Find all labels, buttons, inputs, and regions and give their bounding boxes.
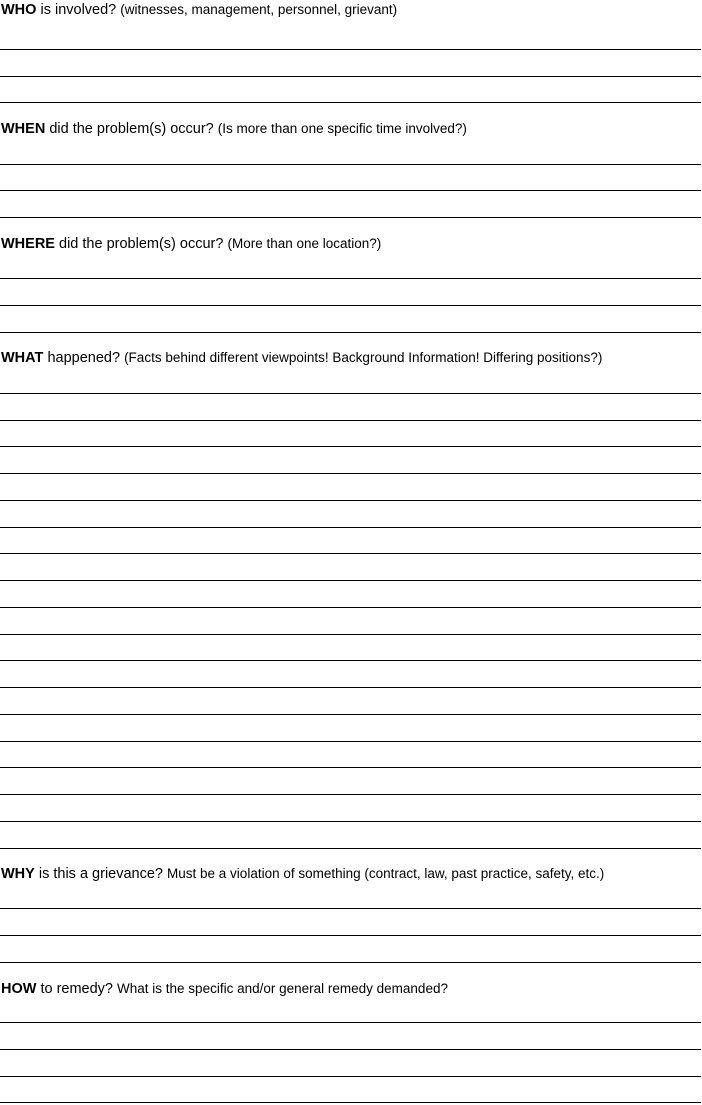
answer-line[interactable] [0, 1022, 701, 1023]
question-text: to remedy? [36, 981, 118, 997]
question-hint: Must be a violation of something (contract, law, past practice, safety, etc.) [167, 866, 605, 881]
answer-line[interactable] [0, 190, 701, 191]
answer-line[interactable] [0, 660, 701, 661]
answer-line[interactable] [0, 393, 701, 394]
answer-line[interactable] [0, 962, 701, 963]
question-keyword: WHAT [1, 350, 44, 366]
answer-line[interactable] [0, 164, 701, 165]
answer-line[interactable] [0, 580, 701, 581]
answer-line[interactable] [0, 49, 701, 50]
question-hint: (Is more than one specific time involved?) [217, 121, 467, 136]
answer-line[interactable] [0, 332, 701, 333]
question-when [1, 120, 467, 138]
answer-line[interactable] [0, 848, 701, 849]
answer-line[interactable] [0, 76, 701, 77]
answer-line[interactable] [0, 527, 701, 528]
answer-line[interactable] [0, 634, 701, 635]
question-keyword: HOW [1, 981, 37, 997]
question-hint: What is the specific and/or general remedy demanded? [117, 981, 448, 996]
answer-line[interactable] [0, 607, 701, 608]
question-hint: (Facts behind different viewpoints! Background Information! Differing positions?) [124, 350, 603, 365]
answer-line[interactable] [0, 1049, 701, 1050]
question-where [1, 235, 381, 253]
answer-line[interactable] [0, 446, 701, 447]
question-keyword: WHERE [1, 236, 55, 252]
answer-line[interactable] [0, 278, 701, 279]
answer-line[interactable] [0, 420, 701, 421]
answer-line[interactable] [0, 821, 701, 822]
answer-line[interactable] [0, 687, 701, 688]
answer-line[interactable] [0, 305, 701, 306]
question-why [1, 865, 604, 883]
question-text: is involved? [36, 2, 121, 18]
question-how [1, 980, 448, 998]
answer-line[interactable] [0, 1076, 701, 1077]
question-keyword: WHEN [1, 121, 46, 137]
question-keyword: WHO [1, 2, 37, 18]
answer-line[interactable] [0, 1102, 701, 1103]
answer-line[interactable] [0, 741, 701, 742]
question-text: did the problem(s) occur? [54, 236, 228, 252]
question-hint: (More than one location?) [227, 236, 382, 251]
question-what [1, 349, 602, 367]
question-hint: (witnesses, management, personnel, grievant) [120, 2, 398, 17]
question-text: did the problem(s) occur? [45, 121, 218, 137]
answer-line[interactable] [0, 473, 701, 474]
answer-line[interactable] [0, 935, 701, 936]
question-text: happened? [43, 350, 125, 366]
question-keyword: WHY [1, 866, 35, 882]
answer-line[interactable] [0, 767, 701, 768]
answer-line[interactable] [0, 794, 701, 795]
question-text: is this a grievance? [34, 866, 168, 882]
answer-line[interactable] [0, 217, 701, 218]
answer-line[interactable] [0, 908, 701, 909]
answer-line[interactable] [0, 553, 701, 554]
answer-line[interactable] [0, 102, 701, 103]
question-who [1, 1, 397, 19]
answer-line[interactable] [0, 500, 701, 501]
answer-line[interactable] [0, 714, 701, 715]
